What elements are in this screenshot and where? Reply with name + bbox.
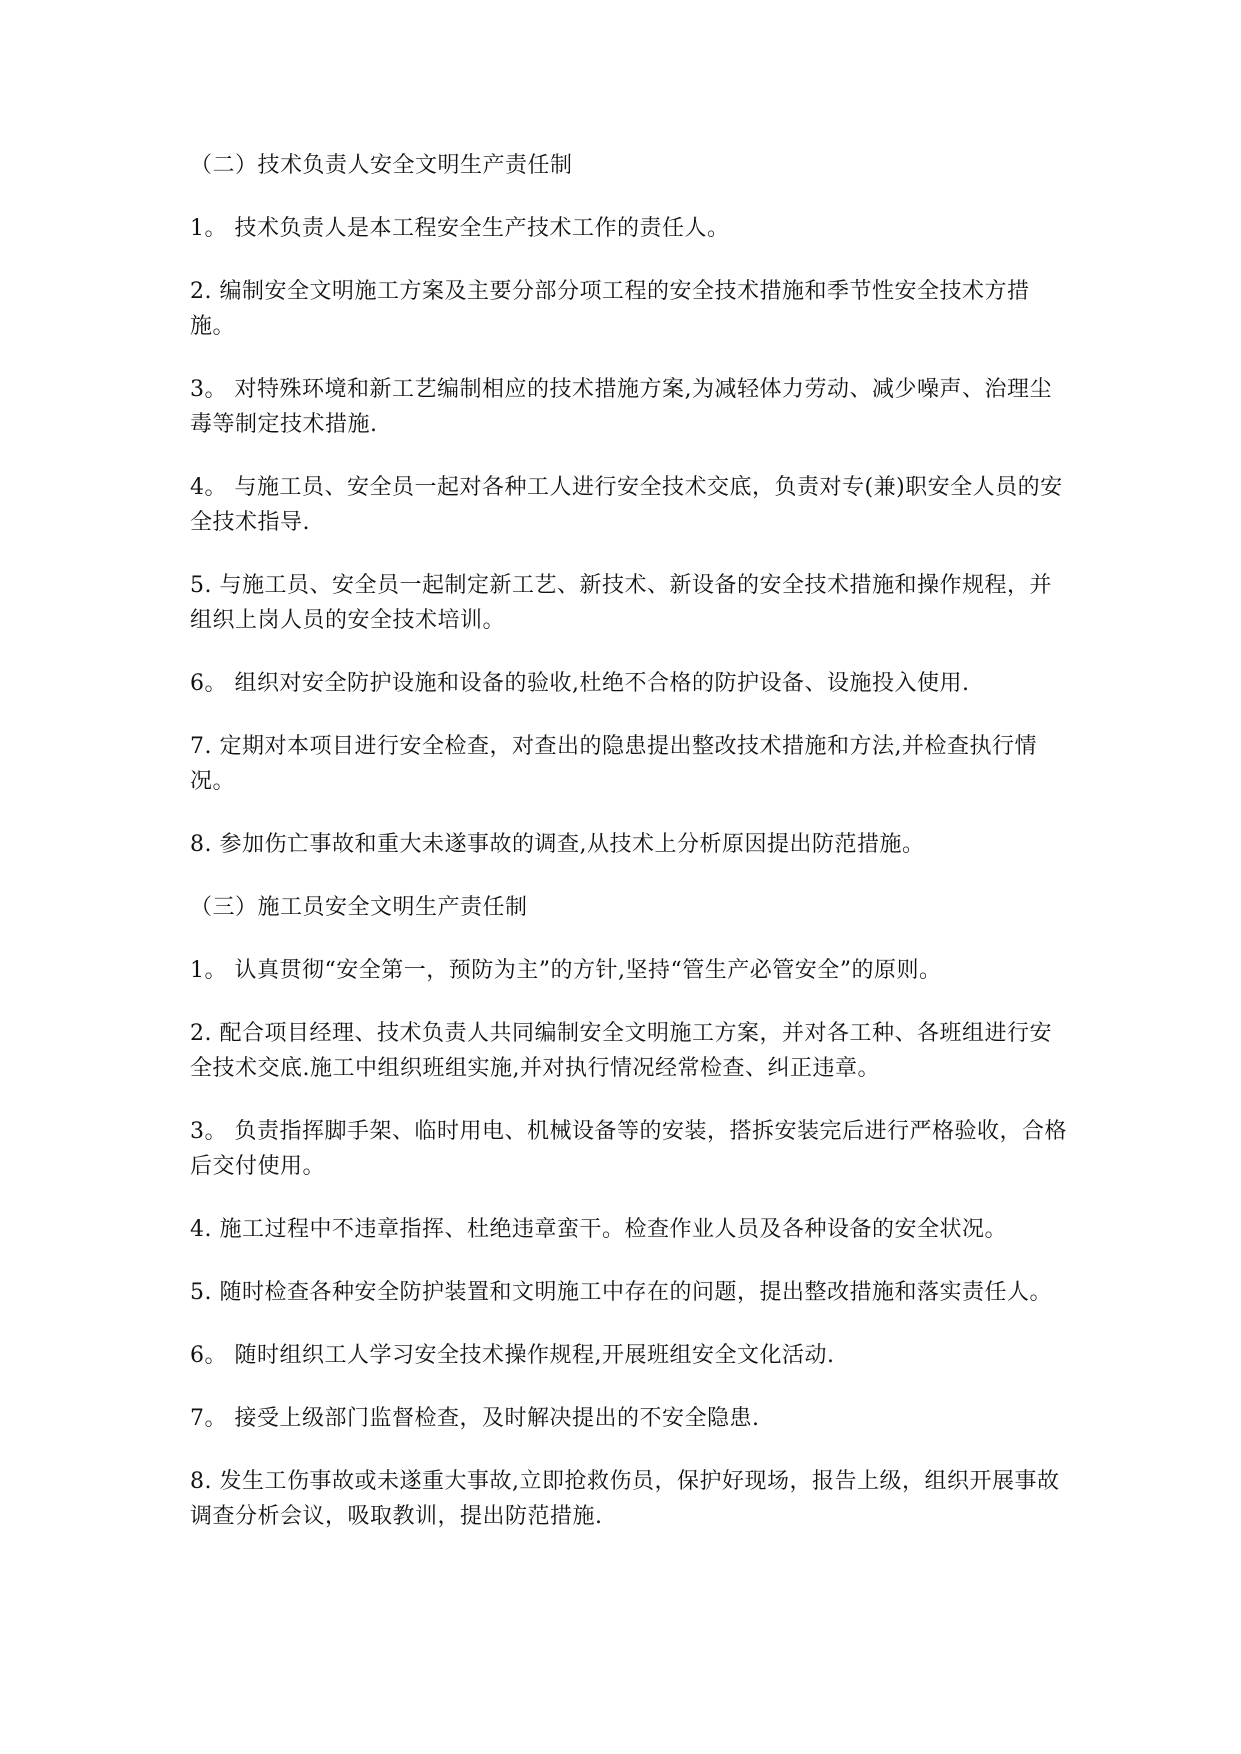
list-item: 4。 与施工员、安全员一起对各种工人进行安全技术交底，负责对专(兼)职安全人员的安全技术指导. bbox=[190, 475, 1063, 535]
list-item: 2. 配合项目经理、技术负责人共同编制安全文明施工方案，并对各工种、各班组进行安全技术交底.施工中组织班组实施,并对执行情况经常检查、纠正违章。 bbox=[190, 1021, 1052, 1081]
list-item: 8. 发生工伤事故或未遂重大事故,立即抢救伤员，保护好现场，报告上级，组织开展事故调查分析会议，吸取教训，提出防范措施. bbox=[190, 1469, 1060, 1529]
list-item: 7. 定期对本项目进行安全检查，对查出的隐患提出整改技术措施和方法,并检查执行情况。 bbox=[190, 734, 1037, 794]
list-item: 8. 参加伤亡事故和重大未遂事故的调查,从技术上分析原因提出防范措施。 bbox=[190, 832, 925, 857]
list-item: 3。 对特殊环境和新工艺编制相应的技术措施方案,为减轻体力劳动、减少噪声、治理尘毒等制定技术措施. bbox=[190, 377, 1052, 437]
list-item: 5. 随时检查各种安全防护装置和文明施工中存在的问题，提出整改措施和落实责任人。 bbox=[190, 1280, 1052, 1305]
list-item: 6。 随时组织工人学习安全技术操作规程,开展班组安全文化活动. bbox=[190, 1343, 835, 1368]
list-item: 7。 接受上级部门监督检查，及时解决提出的不安全隐患. bbox=[190, 1406, 760, 1431]
section-heading-construction-worker: （三）施工员安全文明生产责任制 bbox=[190, 895, 528, 920]
list-item: 3。 负责指挥脚手架、临时用电、机械设备等的安装，搭拆安装完后进行严格验收，合格后交付使用。 bbox=[190, 1119, 1067, 1179]
list-item: 4. 施工过程中不违章指挥、杜绝违章蛮干。检查作业人员及各种设备的安全状况。 bbox=[190, 1217, 1007, 1242]
list-item: 1。 认真贯彻“安全第一，预防为主”的方针,坚持“管生产必管安全”的原则。 bbox=[190, 958, 942, 983]
list-item: 2. 编制安全文明施工方案及主要分部分项工程的安全技术措施和季节性安全技术方措施。 bbox=[190, 279, 1030, 339]
list-item: 1。 技术负责人是本工程安全生产技术工作的责任人。 bbox=[190, 216, 730, 241]
section-heading-technical-lead: （二）技术负责人安全文明生产责任制 bbox=[190, 153, 573, 178]
list-item: 5. 与施工员、安全员一起制定新工艺、新技术、新设备的安全技术措施和操作规程，并组织上岗人员的安全技术培训。 bbox=[190, 573, 1052, 633]
document-body bbox=[190, 148, 1072, 1534]
list-item: 6。 组织对安全防护设施和设备的验收,杜绝不合格的防护设备、设施投入使用. bbox=[190, 671, 970, 696]
